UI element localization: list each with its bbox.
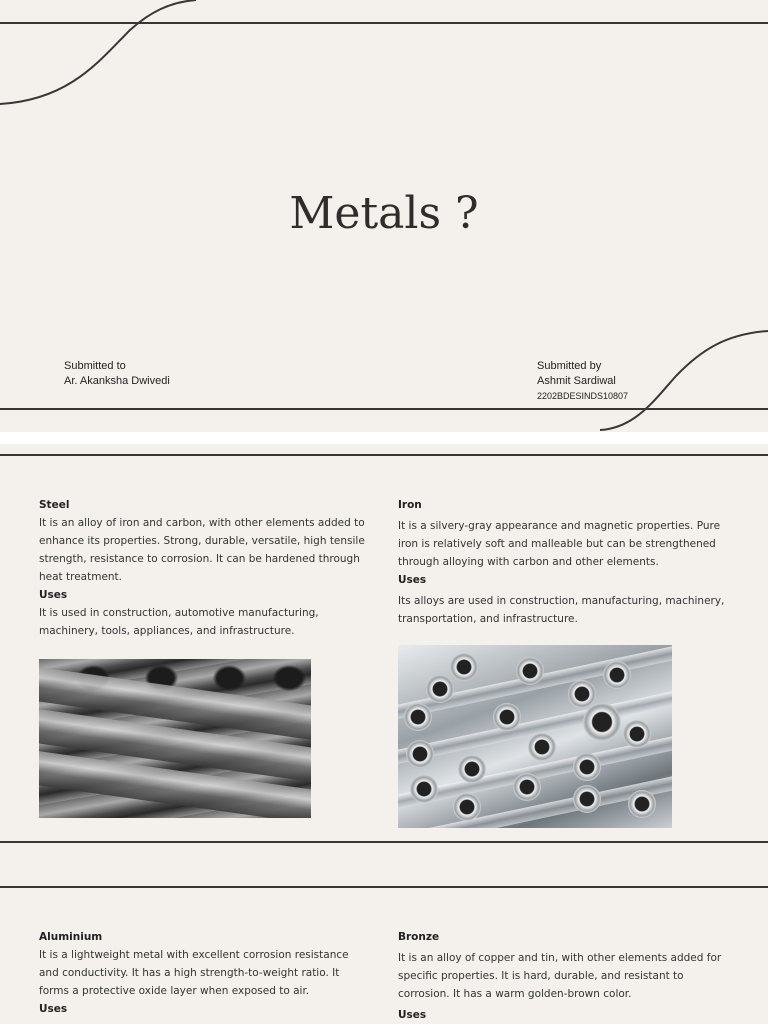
iron-heading: Iron — [398, 499, 422, 511]
steel-section — [39, 496, 371, 640]
iron-uses: Its alloys are used in construction, manufacturing, machinery, transportation, and infrastructure. — [398, 595, 725, 625]
slide-gap — [0, 432, 768, 444]
bronze-section — [398, 928, 730, 1024]
bronze-description: It is an alloy of copper and tin, with other elements added for specific properties. It is hard, durable, and resistant to corrosion. It has a warm golden-brown color. — [398, 952, 722, 1000]
submitted-to-block — [64, 359, 170, 389]
submitted-by-id: 2202BDESINDS10807 — [537, 391, 629, 401]
top-divider-line — [0, 886, 768, 888]
aluminium-heading: Aluminium — [39, 931, 103, 943]
aluminium-uses-heading: Uses — [39, 1003, 68, 1015]
steel-coils-image — [39, 659, 311, 818]
submitted-by-name: Ashmit Sardiwal — [537, 375, 616, 387]
iron-description: It is a silvery-gray appearance and magnetic properties. Pure iron is relatively soft and malleable but can be strengthened through alloying with carbon and other elements. — [398, 520, 721, 568]
submitted-to-label: Submitted to — [64, 360, 126, 372]
steel-iron-slide — [0, 444, 768, 876]
aluminium-section — [39, 928, 371, 1018]
decorative-curve-top-left — [0, 0, 200, 110]
iron-section — [398, 496, 730, 628]
metal-pipes-image — [398, 645, 672, 828]
steel-uses-heading: Uses — [39, 589, 68, 601]
bottom-divider-line — [0, 841, 768, 843]
steel-heading: Steel — [39, 499, 70, 511]
aluminium-description: It is a lightweight metal with excellent corrosion resistance and conductivity. It has a high strength-to-weight ratio. It forms a protective oxide layer when exposed to air. — [39, 949, 349, 997]
submitted-to-name: Ar. Akanksha Dwivedi — [64, 375, 170, 387]
aluminium-bronze-slide — [0, 876, 768, 1024]
page-title: Metals ? — [289, 188, 479, 239]
top-divider-line — [0, 454, 768, 456]
bronze-heading: Bronze — [398, 931, 440, 943]
steel-description: It is an alloy of iron and carbon, with other elements added to enhance its properties. Strong, durable, versatile, high tensile strength, resistance to corrosion. It can be hardened through heat treatment. — [39, 517, 365, 583]
decorative-curve-bottom-right — [596, 328, 768, 432]
iron-uses-heading: Uses — [398, 574, 427, 586]
steel-uses: It is used in construction, automotive manufacturing, machinery, tools, appliances, and infrastructure. — [39, 607, 319, 637]
bronze-uses-heading: Uses — [398, 1009, 427, 1021]
submitted-by-label: Submitted by — [537, 360, 602, 372]
title-slide — [0, 0, 768, 432]
